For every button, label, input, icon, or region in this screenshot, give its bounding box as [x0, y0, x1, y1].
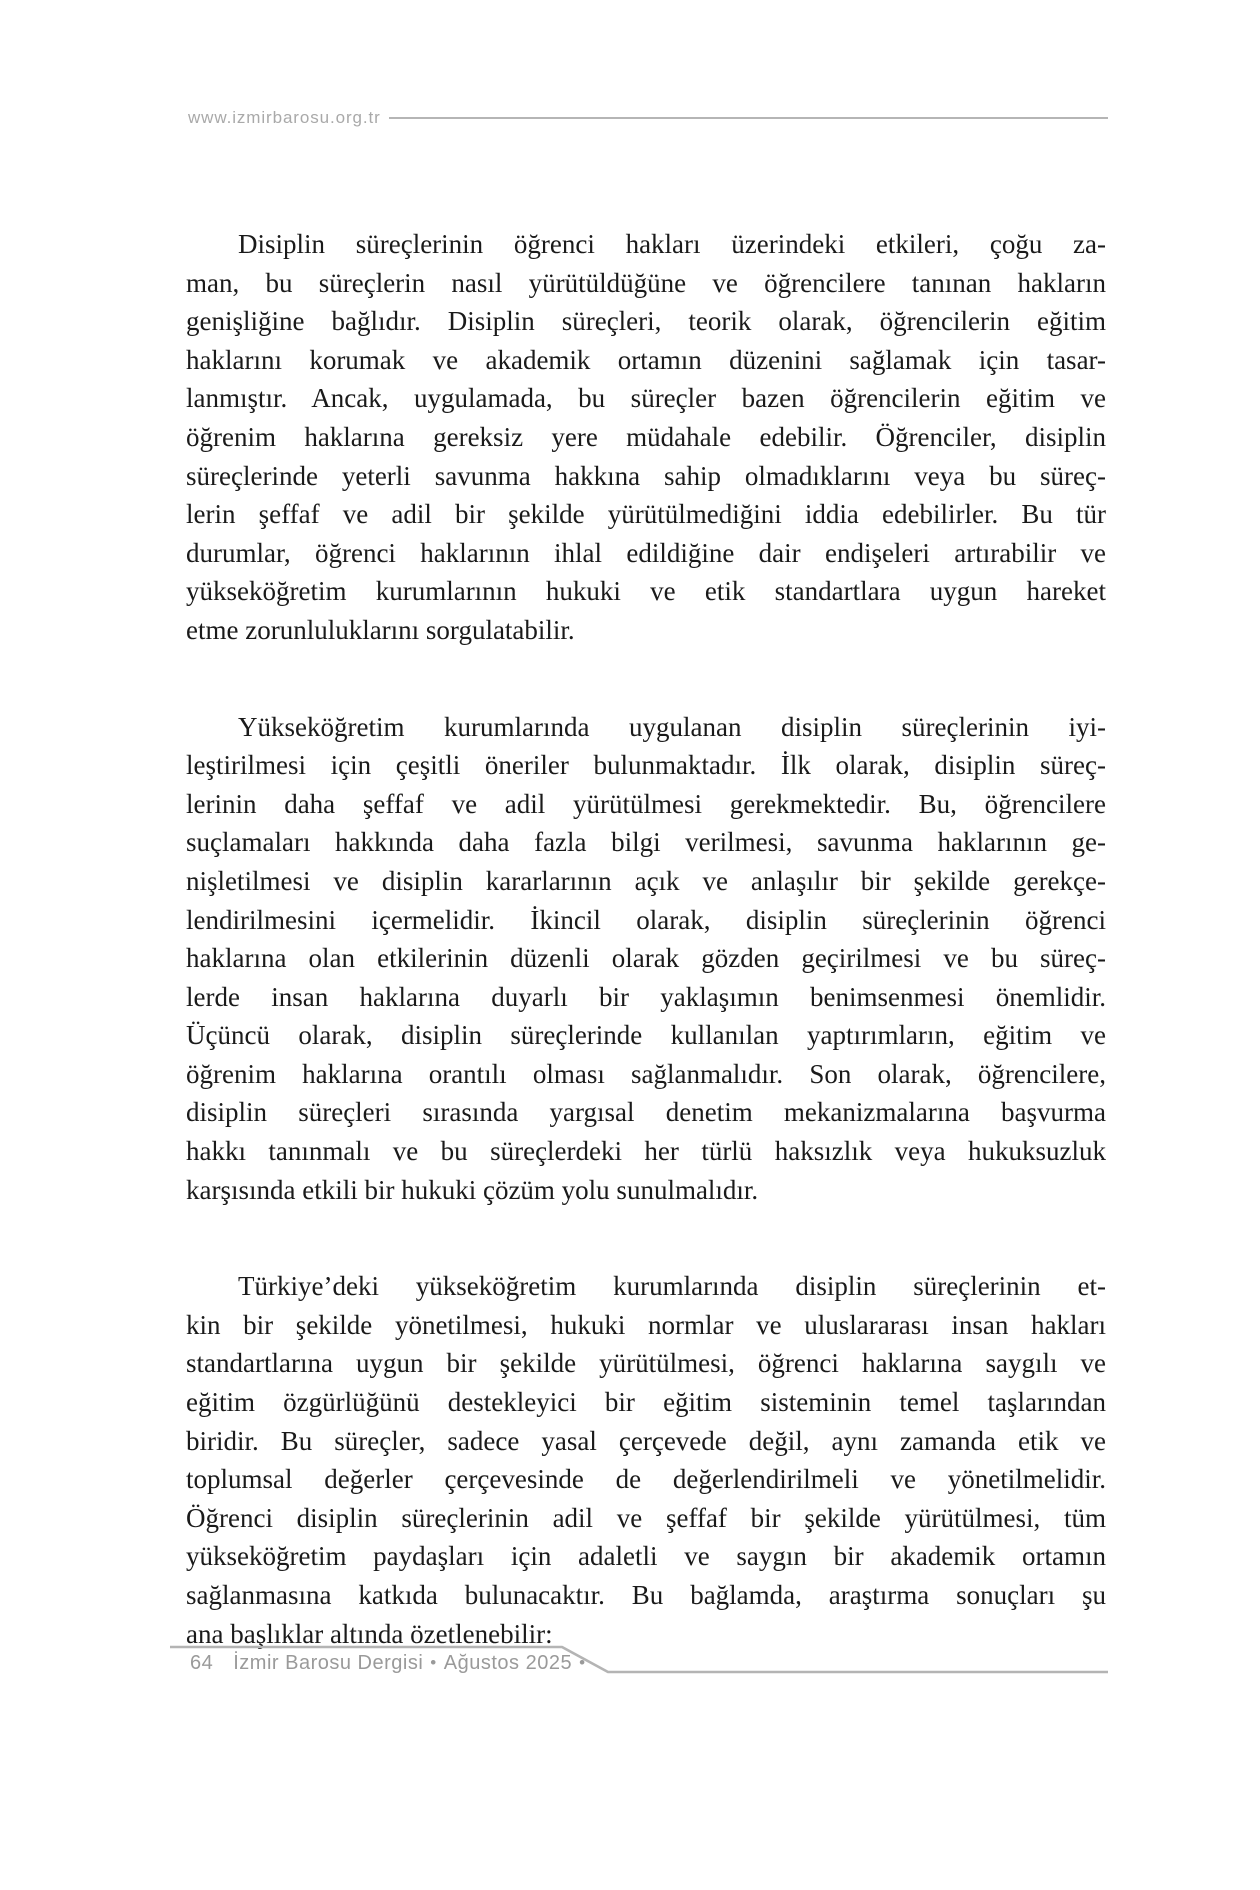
paragraph [186, 708, 1106, 1210]
issue-date: Ağustos 2025 [443, 1652, 573, 1674]
text-line: genişliğine bağlıdır. Disiplin süreçleri, teorik olarak, öğrencilerin eğitim [186, 306, 1106, 337]
text-line: süreçlerinde yeterli savunma hakkına sahip olmadıklarını veya bu süreç- [186, 460, 1106, 491]
text-line: Yükseköğretim kurumlarında uygulanan disiplin süreçlerinin iyi- [238, 711, 1106, 742]
text-line: lerin şeffaf ve adil bir şekilde yürütülmediğini iddia edebilirler. Bu tür [186, 499, 1106, 530]
text-line: sağlanmasına katkıda bulunacaktır. Bu bağlamda, araştırma sonuçları şu [186, 1580, 1106, 1610]
footer-text [190, 1652, 593, 1675]
text-line: nişletilmesi ve disiplin kararlarının açık ve anlaşılır bir şekilde gerekçe- [186, 865, 1106, 896]
text-line: suçlamaları hakkında daha fazla bilgi verilmesi, savunma haklarının ge- [186, 827, 1106, 858]
text-line: Öğrenci disiplin süreçlerinin adil ve şeffaf bir şekilde yürütülmesi, tüm [186, 1502, 1106, 1533]
text-line: haklarına olan etkilerinin düzenli olarak gözden geçirilmesi ve bu süreç- [186, 943, 1106, 974]
text-line: ana başlıklar altında özetlenebilir: [186, 1618, 553, 1649]
text-line: Türkiye’deki yükseköğretim kurumlarında disiplin süreçlerinin et- [238, 1271, 1106, 1302]
text-line: standartlarına uygun bir şekilde yürütülmesi, öğrenci haklarına saygılı ve [186, 1348, 1106, 1379]
text-line: yükseköğretim kurumlarının hukuki ve etik standartlara uygun hareket [186, 576, 1106, 607]
text-line: leştirilmesi için çeşitli öneriler bulunmaktadır. İlk olarak, disiplin süreç- [186, 750, 1106, 781]
article-body [186, 225, 1106, 1653]
paragraph [186, 225, 1106, 650]
site-url: www.izmirbarosu.org.tr [188, 108, 381, 127]
text-line: öğrenim haklarına gereksiz yere müdahale edebilir. Öğrenciler, disiplin [186, 421, 1106, 452]
text-line: lendirilmesini içermelidir. İkincil olarak, disiplin süreçlerinin öğrenci [186, 904, 1106, 935]
text-line: etme zorunluluklarını sorgulatabilir. [186, 614, 575, 645]
text-line: Disiplin süreçlerinin öğrenci hakları üzerindeki etkileri, çoğu za- [238, 229, 1106, 259]
header-rule [389, 117, 1108, 119]
page-number: 64 [190, 1652, 214, 1674]
text-line: haklarını korumak ve akademik ortamın düzenini sağlamak için tasar- [186, 344, 1106, 375]
text-line: Üçüncü olarak, disiplin süreçlerinde kullanılan yaptırımların, eğitim ve [186, 1020, 1106, 1051]
text-line: lerinin daha şeffaf ve adil yürütülmesi gerekmektedir. Bu, öğrencilere [186, 788, 1106, 819]
text-line: yükseköğretim paydaşları için adaletli ve saygın bir akademik ortamın [186, 1541, 1106, 1572]
text-line: lerde insan haklarına duyarlı bir yaklaşımın benimsenmesi önemlidir. [186, 981, 1106, 1012]
paragraph [186, 1267, 1106, 1653]
journal-title: İzmir Barosu Dergisi [233, 1652, 424, 1674]
text-line: biridir. Bu süreçler, sadece yasal çerçevede değil, aynı zamanda etik ve [186, 1425, 1106, 1456]
text-line: lanmıştır. Ancak, uygulamada, bu süreçler bazen öğrencilerin eğitim ve [186, 383, 1106, 414]
text-line: kin bir şekilde yönetilmesi, hukuki normlar ve uluslararası insan hakları [186, 1309, 1106, 1340]
text-line: eğitim özgürlüğünü destekleyici bir eğitim sisteminin temel taşlarından [186, 1387, 1106, 1418]
text-line: toplumsal değerler çerçevesinde de değerlendirilmeli ve yönetilmelidir. [186, 1464, 1106, 1495]
page-header [188, 108, 1108, 128]
text-line: man, bu süreçlerin nasıl yürütüldüğüne ve öğrencilere tanınan hakların [186, 267, 1106, 298]
footer-separator-icon: • [430, 1653, 437, 1672]
text-line: öğrenim haklarına orantılı olması sağlanmalıdır. Son olarak, öğrencilere, [186, 1058, 1106, 1089]
text-line: disiplin süreçleri sırasında yargısal denetim mekanizmalarına başvurma [186, 1097, 1106, 1128]
text-line: durumlar, öğrenci haklarının ihlal edildiğine dair endişeleri artırabilir ve [186, 537, 1106, 568]
footer-separator-icon: • [579, 1653, 586, 1672]
text-line: karşısında etkili bir hukuki çözüm yolu sunulmalıdır. [186, 1174, 759, 1205]
text-line: hakkı tanınmalı ve bu süreçlerdeki her türlü haksızlık veya hukuksuzluk [186, 1136, 1106, 1167]
